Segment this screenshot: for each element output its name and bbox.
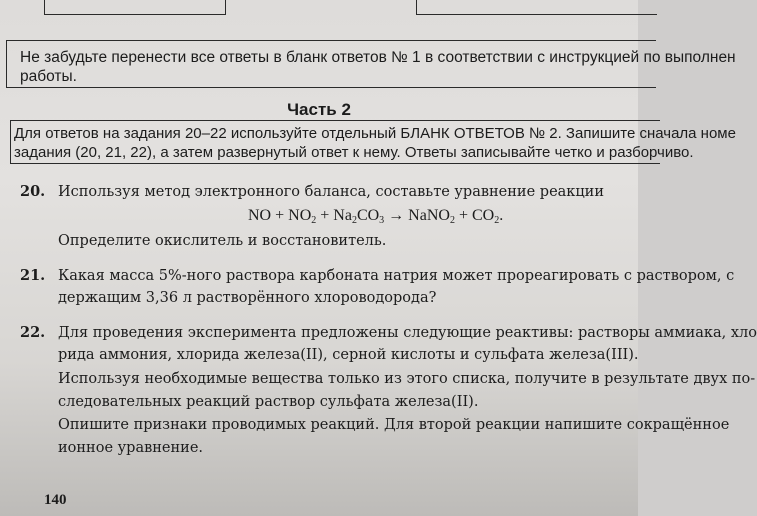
part-title: Часть 2	[287, 100, 351, 119]
task-22-statement	[20, 323, 757, 343]
instructions-line-1: Для ответов на задания 20–22 используйте отдельный БЛАНК ОТВЕТОВ № 2. Запишите сначала номе	[14, 125, 736, 142]
instructions-line-2: задания (20, 21, 22), а затем развернутый ответ к нему. Ответы записывайте четко и разборчиво.	[14, 144, 694, 161]
instructions-text	[14, 124, 736, 162]
task-21-statement	[20, 266, 734, 286]
task-number: 20.	[20, 183, 46, 200]
task-line: Используя метод электронного баланса, составьте уравнение реакции	[58, 184, 605, 200]
task-line: Используя необходимые вещества только из этого списка, получите в результате двух по-	[58, 371, 756, 387]
task-line: держащим 3,36 л растворённого хлороводорода?	[58, 290, 437, 306]
task-20-question: Определите окислитель и восстановитель.	[58, 233, 387, 249]
notice-line-1: Не забудьте перенести все ответы в бланк ответов № 1 в соответствии с инструкцией по выполнен	[20, 49, 736, 66]
notice-text	[20, 48, 736, 86]
answer-box-left	[44, 0, 226, 15]
task-line: Опишите признаки проводимых реакций. Для второй реакции напишите сокращённое	[58, 417, 730, 433]
task-line: рида аммония, хлорида железа(II), серной кислоты и сульфата железа(III).	[58, 347, 639, 363]
reaction-formula: NO + $NO_2 + Na_2CO_3$ → NaNO$_2$ + $CO_2$.	[248, 207, 504, 226]
task-line: следовательных реакций раствор сульфата железа(II).	[58, 394, 479, 410]
task-number: 22.	[20, 324, 46, 341]
notice-line-2: работы.	[20, 68, 77, 85]
answer-box-right	[416, 0, 657, 15]
task-line: Какая масса 5%-ного раствора карбоната натрия может прореагировать с раствором, с	[58, 268, 735, 284]
page-number: 140	[44, 492, 67, 508]
task-number: 21.	[20, 267, 46, 284]
task-20-statement	[20, 182, 604, 202]
task-line: ионное уравнение.	[58, 440, 204, 456]
task-line: Для проведения эксперимента предложены следующие реактивы: растворы аммиака, хло	[58, 325, 757, 341]
